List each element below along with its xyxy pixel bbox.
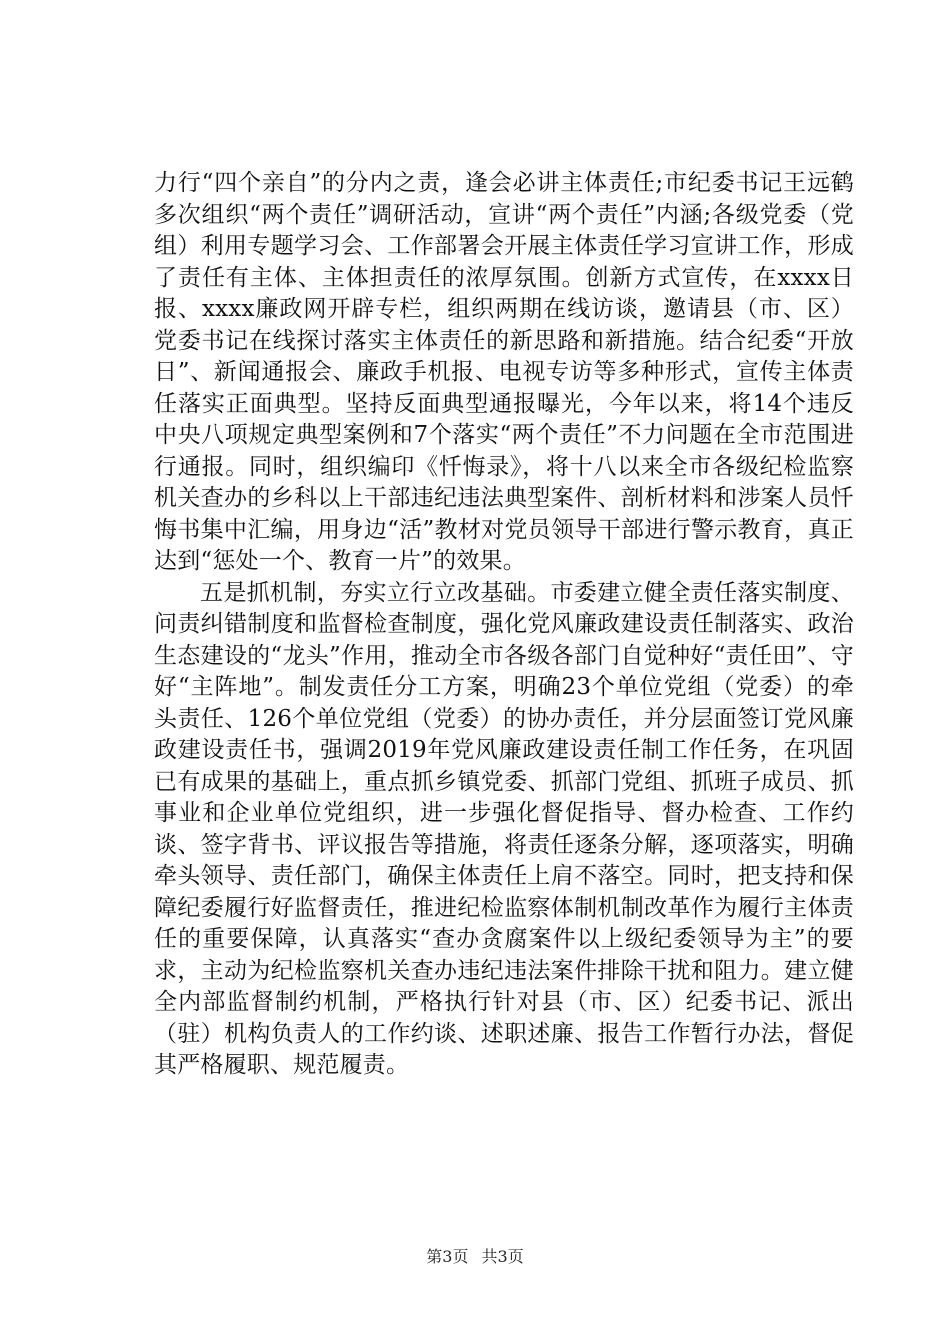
page-number: 第3页 xyxy=(426,1247,469,1266)
page-total: 共3页 xyxy=(481,1247,524,1266)
page-footer xyxy=(0,1244,950,1267)
document-body xyxy=(154,168,854,1082)
paragraph-2: 五是抓机制，夯实立行立改基础。市委建立健全责任落实制度、问责纠错制度和监督检查制度，强化党风廉政建设责任制落实、政治生态建设的“龙头”作用，推动全市各级各部门自觉种好“责任田”、守好“主阵地”。制发责任分工方案，明确23个单位党组（党委）的牵头责任、126个单位党组（党委）的协办责任，并分层面签订党风廉政建设责任书，强调2019年党风廉政建设责任制工作任务，在巩固已有成果的基础上，重点抓乡镇党委、抓部门党组、抓班子成员、抓事业和企业单位党组织，进一步强化督促指导、督办检查、工作约谈、签字背书、评议报告等措施，将责任逐条分解，逐项落实，明确牵头领导、责任部门，确保主体责任上肩不落空。同时，把支持和保障纪委履行好监督责任，推进纪检监察体制机制改革作为履行主体责任的重要保障，认真落实“查办贪腐案件以上级纪委领导为主”的要求，主动为纪检监察机关查办违纪违法案件排除干扰和阻力。建立健全内部监督制约机制，严格执行针对县（市、区）纪委书记、派出（驻）机构负责人的工作约谈、述职述廉、报告工作暂行办法，督促其严格履职、规范履责。 xyxy=(154,579,854,1078)
paragraph-1: 力行“四个亲自”的分内之责，逢会必讲主体责任;市纪委书记王远鹤多次组织“两个责任”调研活动，宣讲“两个责任”内涵;各级党委（党组）利用专题学习会、工作部署会开展主体责任学习宣讲工作，形成了责任有主体、主体担责任的浓厚氛围。创新方式宣传，在xxxx日报、xxxx廉政网开辟专栏，组织两期在线访谈，邀请县（市、区）党委书记在线探讨落实主体责任的新思路和新措施。结合纪委“开放日”、新闻通报会、廉政手机报、电视专访等多种形式，宣传主体责任落实正面典型。坚持反面典型通报曝光，今年以来，将14个违反中央八项规定典型案例和7个落实“两个责任”不力问题在全市范围进行通报。同时，组织编印《忏悔录》，将十八以来全市各级纪检监察机关查办的乡科以上干部违纪违法典型案件、剖析材料和涉案人员忏悔书集中汇编，用身边“活”教材对党员领导干部进行警示教育，真正达到“惩处一个、教育一片”的效果。 xyxy=(154,170,854,574)
